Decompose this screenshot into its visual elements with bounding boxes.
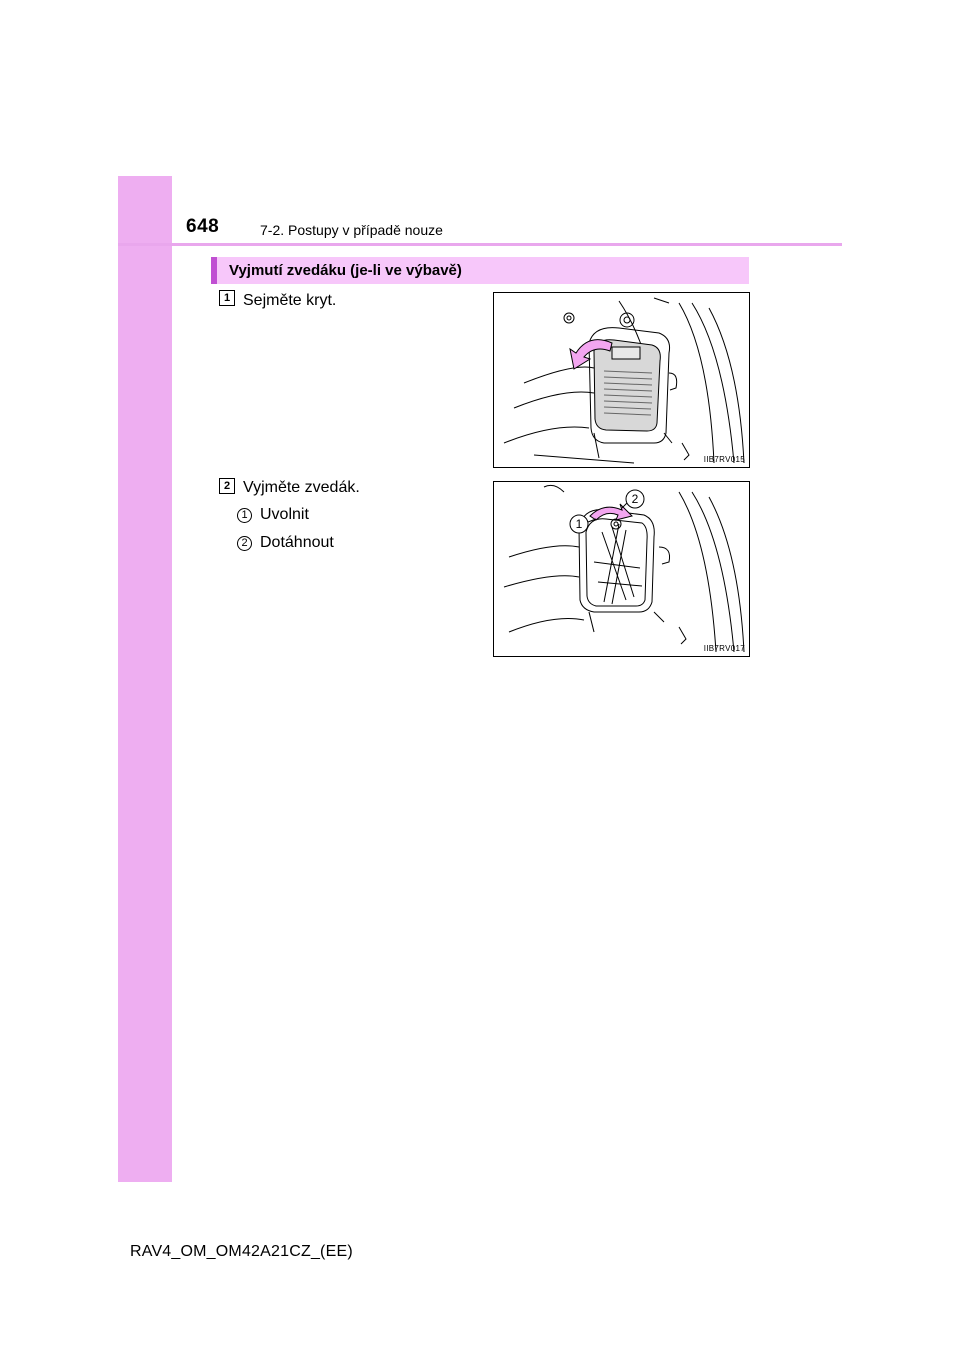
step-1-text: Sejměte kryt. xyxy=(243,292,337,309)
substep-2-badge: 2 xyxy=(237,536,252,551)
figure-remove-cover xyxy=(493,292,750,468)
remove-jack-illustration xyxy=(494,482,750,657)
callout-2: 2 xyxy=(631,492,639,506)
figure-code: IIB7RV017 xyxy=(703,644,745,653)
remove-cover-illustration xyxy=(494,293,750,468)
step-2-text: Vyjměte zvedák. xyxy=(243,479,360,496)
page-number: 648 xyxy=(186,216,220,237)
substep-2-text: Dotáhnout xyxy=(260,534,334,551)
document-code: RAV4_OM_OM42A21CZ_(EE) xyxy=(130,1243,353,1260)
step-1-badge: 1 xyxy=(219,290,235,306)
callout-1: 1 xyxy=(575,517,583,531)
section-heading-bar xyxy=(211,257,749,284)
substep-1-text: Uvolnit xyxy=(260,506,309,523)
step-2-badge: 2 xyxy=(219,478,235,494)
chapter-title: 7-2. Postupy v případě nouze xyxy=(260,222,443,238)
figure-code: IIB7RV015 xyxy=(703,455,745,464)
section-title: Vyjmutí zvedáku (je-li ve výbavě) xyxy=(229,262,462,279)
header-rule xyxy=(118,243,842,246)
substep-1-badge: 1 xyxy=(237,508,252,523)
figure-remove-jack xyxy=(493,481,750,657)
side-tab-band xyxy=(118,176,172,1182)
